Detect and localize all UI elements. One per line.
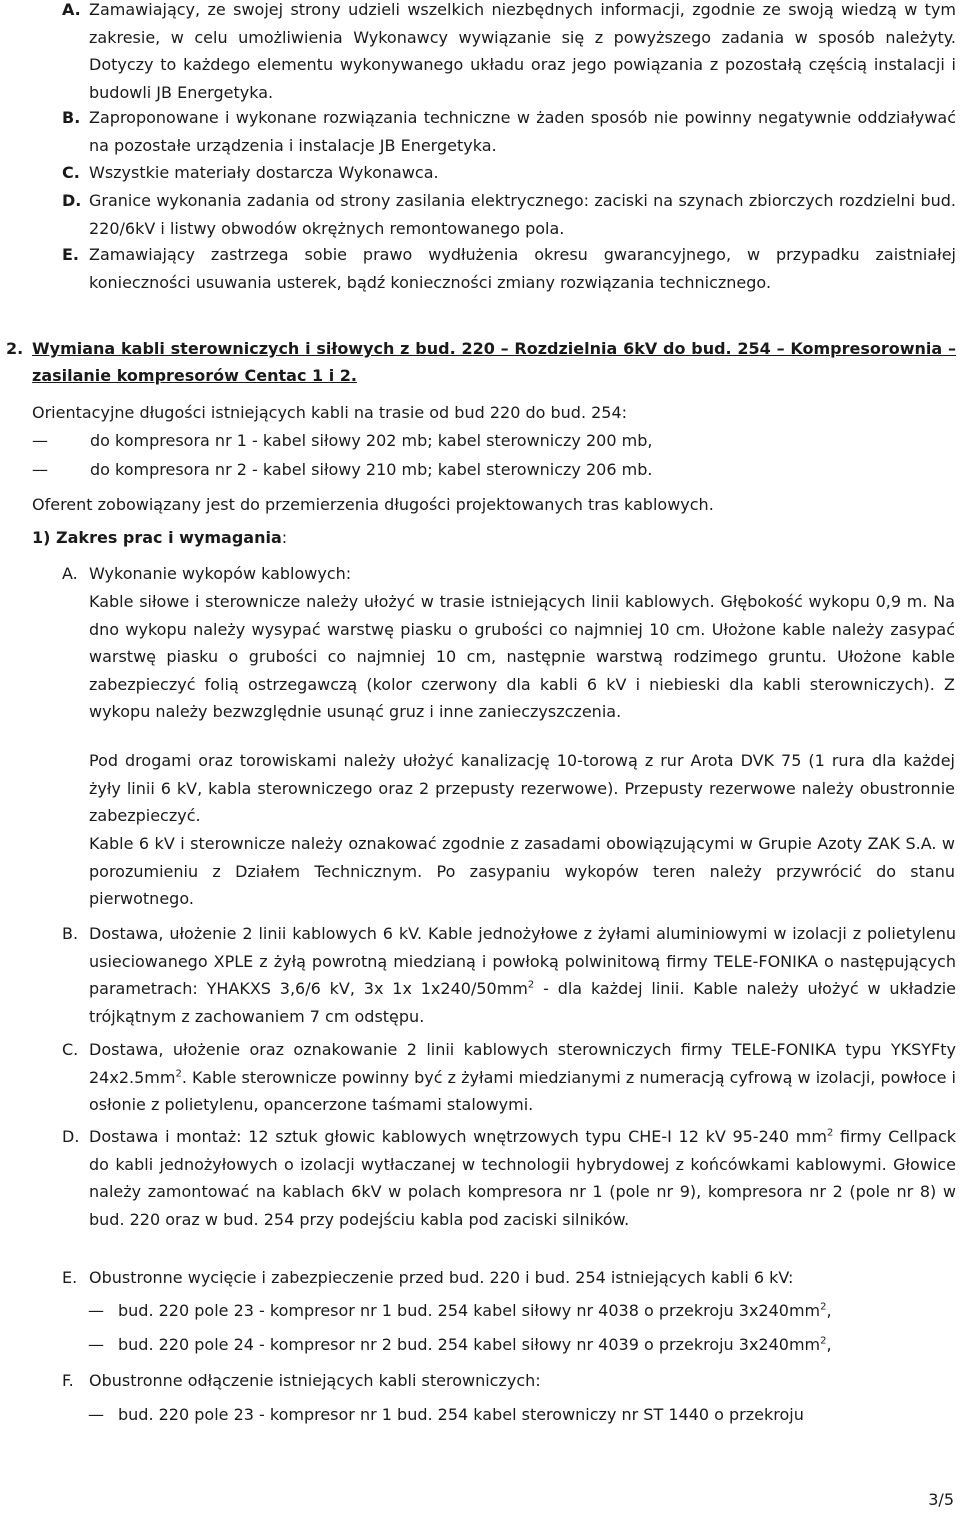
list-item-b bbox=[62, 104, 956, 159]
work-item-f bbox=[62, 1367, 956, 1395]
work-item-c bbox=[62, 1036, 956, 1119]
lengths-intro: Orientacyjne długości istniejących kabli na trasie od bud 220 do bud. 254: bbox=[32, 403, 628, 422]
list-text: Zamawiający zastrzega sobie prawo wydłużenia okresu gwarancyjnego, w przypadku zaistniałej konieczności usuwania usterek, bądź konieczności zmiany rozwiązania technicznego. bbox=[89, 245, 956, 292]
work-text-after: firmy Cellpack do kabli jednożyłowych o izolacji wytłaczanej w technologii hybrydowej z końcówkami kablowymi. Głowice należy zamontować na kablach 6kV w polach kompresora nr 1 (pole nr 9), kompresora nr 2 (pole nr 8) w bud. 220 oraz w bud. 254 przy podejściu kabla pod zaciski silników. bbox=[89, 1127, 957, 1229]
section-heading bbox=[0, 335, 956, 389]
work-a-paragraph-3: Kable 6 kV i sterownicze należy oznakować zgodnie z zasadami obowiązującymi w Grupie Azoty ZAK S.A. w porozumieniu z Działem Technicznym. Po zasypaniu wykopów teren należy przywrócić do stanu pierwotnego. bbox=[89, 834, 955, 908]
scope-title: Zakres prac i wymagania bbox=[56, 528, 282, 547]
section-title: Wymiana kabli sterowniczych i siłowych z bud. 220 – Rozdzielnia 6kV do bud. 254 – Kompresorownia – zasilanie kompresorów Centac 1 i 2. bbox=[32, 339, 956, 385]
work-item-a bbox=[62, 560, 956, 588]
work-text-after: - dla każdej linii. Kable należy ułożyć w układzie trójkątnym z zachowaniem 7 cm odstępu. bbox=[89, 979, 957, 1026]
cut-item-2 bbox=[88, 1331, 956, 1359]
cut-text-main: bud. 220 pole 23 - kompresor nr 1 bud. 254 kabel siłowy nr 4038 o przekroju 3x240mm bbox=[118, 1301, 821, 1320]
list-label: C. bbox=[62, 163, 80, 182]
work-text-main: Dostawa i montaż: 12 sztuk głowic kablowych wnętrzowych typu CHE-I 12 kV 95-240 mm bbox=[89, 1127, 827, 1146]
length-item-2 bbox=[32, 456, 956, 484]
work-item-d bbox=[62, 1123, 956, 1233]
scope-heading bbox=[32, 524, 287, 551]
cut-text bbox=[118, 1297, 956, 1325]
superscript: 2 bbox=[175, 1068, 182, 1080]
list-item-c bbox=[62, 159, 956, 187]
dash-bullet: — bbox=[32, 460, 48, 479]
work-label: F. bbox=[62, 1371, 74, 1390]
work-label: E. bbox=[62, 1268, 78, 1287]
length-item-1 bbox=[32, 427, 956, 455]
cut-text-after: , bbox=[826, 1335, 832, 1354]
list-text: Wszystkie materiały dostarcza Wykonawca. bbox=[89, 163, 439, 182]
dash-bullet: — bbox=[88, 1405, 104, 1424]
work-label: C. bbox=[62, 1040, 79, 1059]
work-text-after: . Kable sterownicze powinny być z żyłami miedzianymi z numeracją cyfrową w izolacji, powłoce i osłonie z polietylenu, opancerzone taśmami stalowymi. bbox=[89, 1067, 956, 1114]
dash-bullet: — bbox=[88, 1335, 104, 1354]
scope-colon: : bbox=[281, 528, 288, 547]
work-text bbox=[89, 920, 956, 1030]
work-title: Obustronne wycięcie i zabezpieczenie przed bud. 220 i bud. 254 istniejących kabli 6 kV: bbox=[89, 1268, 794, 1287]
cut-text-after: , bbox=[826, 1301, 832, 1320]
list-text: Zaproponowane i wykonane rozwiązania techniczne w żaden sposób nie powinny negatywnie oddziaływać na pozostałe urządzenia i instalacje JB Energetyka. bbox=[89, 108, 956, 155]
list-label: B. bbox=[62, 108, 81, 127]
dash-bullet: — bbox=[32, 431, 48, 450]
work-text bbox=[89, 1036, 956, 1119]
cut-item-1 bbox=[88, 1297, 956, 1325]
work-a-paragraph-2: Pod drogami oraz torowiskami należy ułożyć kanalizację 10-torową z rur Arota DVK 75 (1 rura dla każdej żyły linii 6 kV, kabla sterowniczego oraz 2 przepusty rezerwowe). Przepusty rezerwowe należy obustronnie zabezpieczyć. bbox=[89, 751, 955, 825]
work-label: D. bbox=[62, 1127, 80, 1146]
list-label: D. bbox=[62, 191, 82, 210]
work-a-paragraph-1: Kable siłowe i sterownicze należy ułożyć w trasie istniejących linii kablowych. Głębokość wykopu 0,9 m. Na dno wykopu należy wysypać warstwę piasku o grubości co najmniej 10 cm. Ułożone kable należy zasypać warstwę piasku o grubości co najmniej 10 cm, następnie warstwą rodzimego gruntu. Ułożone kable zabezpieczyć folią ostrzegawczą (kolor czerwony dla kabli 6 kV i niebieski dla kabli sterowniczych). Z wykopu należy bezwzględnie usunąć gruz i inne zanieczyszczenia. bbox=[89, 592, 955, 721]
work-item-e bbox=[62, 1264, 956, 1292]
section-number: 2. bbox=[6, 339, 24, 358]
list-item-e bbox=[62, 241, 956, 296]
disconnect-text: bud. 220 pole 23 - kompresor nr 1 bud. 254 kabel sterowniczy nr ST 1440 o przekroju bbox=[118, 1405, 804, 1424]
length-text: do kompresora nr 2 - kabel siłowy 210 mb; kabel sterowniczy 206 mb. bbox=[90, 460, 653, 479]
work-item-b bbox=[62, 920, 956, 1030]
page-number: 3/5 bbox=[928, 1490, 954, 1509]
length-text: do kompresora nr 1 - kabel siłowy 202 mb; kabel sterowniczy 200 mb, bbox=[90, 431, 653, 450]
disconnect-item-1 bbox=[88, 1401, 956, 1429]
list-label: E. bbox=[62, 245, 80, 264]
list-item-d bbox=[62, 187, 956, 242]
superscript: 2 bbox=[820, 1301, 827, 1313]
work-title: Obustronne odłączenie istniejących kabli sterowniczych: bbox=[89, 1371, 541, 1390]
work-text-main: Dostawa, ułożenie 2 linii kablowych 6 kV. Kable jednożyłowe z żyłami aluminiowymi w izolacji z polietylenu usieciowanego XPLE z żyłą powrotną miedzianą i powłoką polwinitową firmy TELE-FONIKA o następujących parametrach: YHAKXS 3,6/6 kV, 3x 1x 1x240/50mm bbox=[89, 924, 956, 998]
superscript: 2 bbox=[820, 1335, 827, 1347]
superscript: 2 bbox=[527, 979, 535, 991]
work-label: A. bbox=[62, 564, 78, 583]
dash-bullet: — bbox=[88, 1301, 104, 1320]
cut-text-main: bud. 220 pole 24 - kompresor nr 2 bud. 254 kabel siłowy nr 4039 o przekroju 3x240mm bbox=[118, 1335, 821, 1354]
work-label: B. bbox=[62, 924, 79, 943]
list-label: A. bbox=[62, 0, 81, 19]
list-item-a bbox=[62, 0, 956, 106]
work-text bbox=[89, 1123, 956, 1233]
list-text: Zamawiający, ze swojej strony udzieli wszelkich niezbędnych informacji, zgodnie ze swoją wiedzą w tym zakresie, w celu umożliwienia Wykonawcy wywiązanie się z powyższego zadania w sposób należyty. Dotyczy to każdego elementu wykonywanego układu oraz jego powiązania z pozostałą częścią instalacji i budowli JB Energetyka. bbox=[89, 0, 956, 102]
work-title: Wykonanie wykopów kablowych: bbox=[89, 564, 352, 583]
oferent-note: Oferent zobowiązany jest do przemierzenia długości projektowanych tras kablowych. bbox=[32, 495, 714, 514]
cut-text bbox=[118, 1331, 956, 1359]
work-text-main: Dostawa, ułożenie oraz oznakowanie 2 linii kablowych sterowniczych firmy TELE-FONIKA typu YKSYFty 24x2.5mm bbox=[89, 1040, 956, 1087]
superscript: 2 bbox=[826, 1127, 834, 1139]
list-text: Granice wykonania zadania od strony zasilania elektrycznego: zaciski na szynach zbiorczych rozdzielni bud. 220/6kV i listwy obwodów okrężnych remontowanego pola. bbox=[89, 191, 956, 238]
scope-number: 1) bbox=[32, 528, 51, 547]
